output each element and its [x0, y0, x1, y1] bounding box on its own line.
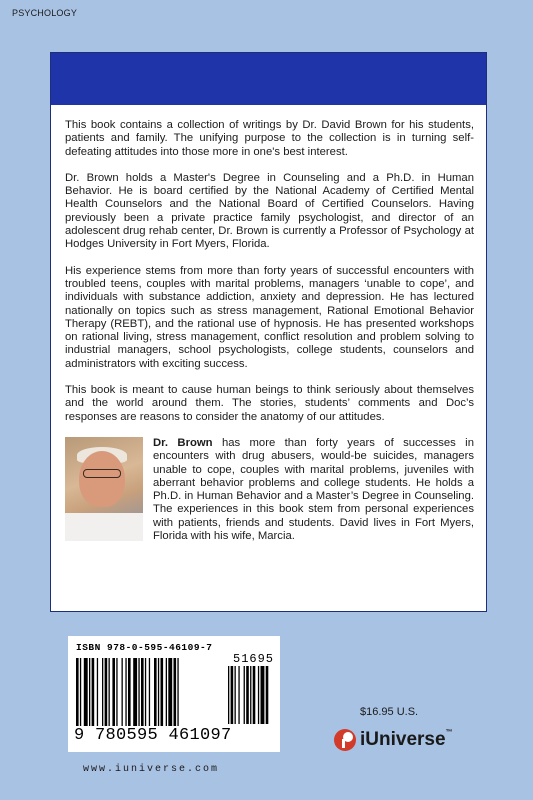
price-code: 51695 — [233, 652, 275, 666]
author-photo — [65, 437, 143, 541]
paragraph-credentials: Dr. Brown holds a Master's Degree in Counseling and a Ph.D. in Human Behavior. He is board certified by the National Academy of Certified Mental Health Counselors and the National Board of Certified Counselors. Having previously been a private practice family psychologist, and director of an adolescent drug rehab center, Dr. Brown is currently a Professor of Psychology at Hodges University in Fort Myers, Florida. — [65, 171, 474, 251]
publisher-url: www.iuniverse.com — [83, 764, 220, 775]
panel-header-band — [51, 53, 486, 105]
author-bio — [65, 437, 474, 543]
paragraph-intro: This book contains a collection of writings by Dr. David Brown for his students, patients and family. The unifying purpose to the collection is in turning self-defeating attitudes into those more in one's best interest. — [65, 119, 474, 158]
barcode-bars — [76, 658, 224, 726]
author-bio-text — [153, 437, 474, 543]
author-name: Dr. Brown — [153, 436, 213, 449]
back-cover-panel — [50, 52, 487, 612]
author-bio-body: has more than forty years of successes in encounters with drug abusers, would-be suicides, managers unable to cope, couples with marital problems, juveniles with aberrant behavior problems and college students. He holds a Ph.D. in Human Behavior and a Master’s Degree in Counseling. The experiences in this book stem from personal experiences with patients, friends and students. David lives in Fort Myers, Florida with his wife, Marcia. — [153, 436, 474, 543]
panel-body — [51, 105, 486, 543]
paragraph-purpose: This book is meant to cause human beings to think seriously about themselves and the world around them. The stories, students’ comments and Doc’s responses are reasons to consider the anatomy of our attitudes. — [65, 384, 474, 423]
barcode-number: 9 780595 461097 — [74, 726, 232, 745]
publisher-logo — [333, 728, 453, 752]
price-label: $16.95 U.S. — [360, 706, 419, 718]
isbn-text: ISBN 978-0-595-46109-7 — [76, 642, 213, 653]
publisher-name: iUniverse™ — [360, 729, 453, 750]
iuniverse-logo-icon — [333, 728, 357, 752]
category-label: PSYCHOLOGY — [12, 8, 78, 18]
barcode-box — [68, 636, 280, 752]
barcode-addon-bars — [228, 666, 274, 724]
paragraph-experience: His experience stems from more than forty years of successful encounters with troubled teens, couples with marital problems, managers ‘unable to cope’, and individuals with substance addiction, anxiety and depression. He has lectured nationally on topics such as stress management, Rational Emotional Behavior Therapy (REBT), and the rational use of hypnosis. He has presented workshops on rational living, stress management, conflict resolution and problem solving to industrial managers, school psychologists, college students, counselors and administrators with exciting success. — [65, 264, 474, 370]
